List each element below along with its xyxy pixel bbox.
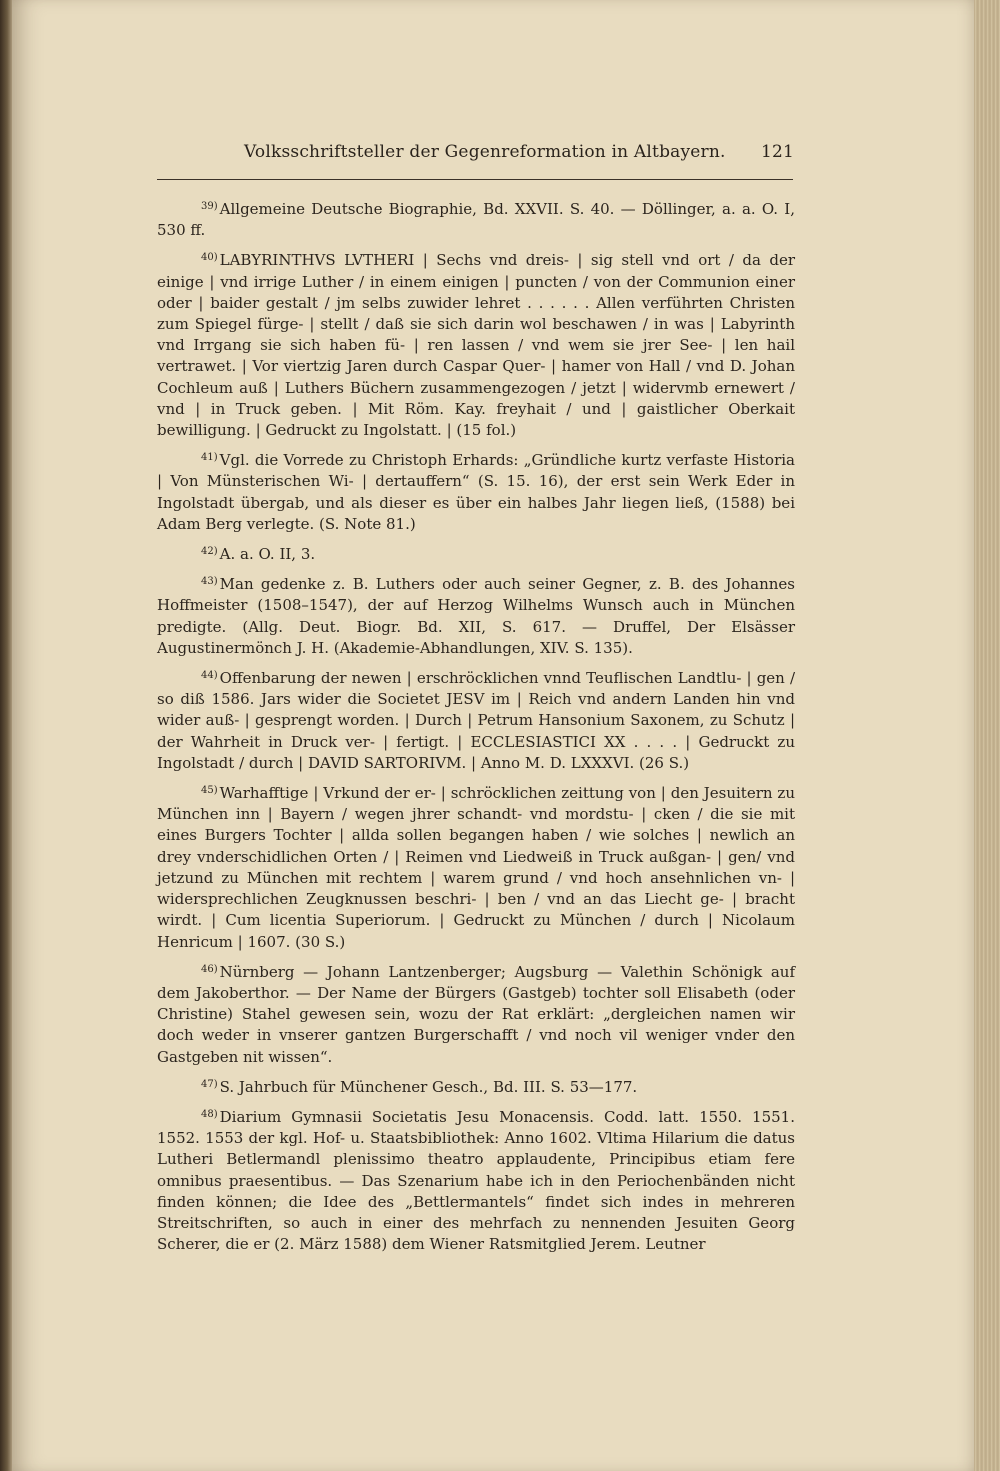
footnote-number: 44) [201, 670, 218, 682]
footnote-text: S. Jahrbuch für Münchener Gesch., Bd. III. S. 53—177. [219, 1077, 638, 1096]
footnote-number: 45) [201, 785, 218, 797]
footnote-47 [157, 1074, 795, 1098]
footnote-text: Offenbarung der newen | erschröcklichen vnnd Teuflischen Landtlu- | gen / so diß 1586. Jars wider die Societet JESV im | Reich vnd andern Landen hin vnd wider auß- | gesprengt worden. | Durch | Petrum Hansonium Saxonem, zu Schutz | der Wahrheit in Druck ver- | fertigt. | ECCLESIASTICI XX . . . . | Gedruckt zu Ingolstadt / durch | DAVID SARTORIVM. | Anno M. D. LXXXVI. (26 S.) [157, 669, 795, 772]
footnote-42 [157, 541, 795, 565]
footnote-45 [157, 780, 795, 953]
footnote-48 [157, 1104, 795, 1255]
footnote-number: 40) [201, 252, 218, 264]
footnote-number: 41) [201, 452, 218, 464]
footnote-text: Nürnberg — Johann Lantzenberger; Augsburg — Valethin Schönigk auf dem Jakoberthor. — Der Name der Bürgers (Gastgeb) tochter soll Elisabeth (oder Christine) Stahel gewesen sein, wozu der Rat erklärt: „dergleichen namen wir doch weder in vnserer gantzen Burgerschafft / vnd noch vil weniger vnder den Gastgeben nit wissen“. [157, 962, 795, 1066]
footnote-text: Diarium Gymnasii Societatis Jesu Monacensis. Codd. latt. 1550. 1551. 1552. 1553 der kgl. Hof- u. Staatsbibliothek: Anno 1602. Vltima Hilarium die datus Lutheri Betlermandl plenissimo theatro applaudente, Principibus etiam fere omnibus praesentibus. — Das Szenarium habe ich in den Periochenbänden nicht finden können; die Idee des „Bettlermantels“ findet sich indes in mehreren Streitschriften, so auch in einer des mehrfach zu nennenden Jesuiten Georg Scherer, die er (2. März 1588) dem Wiener Ratsmitglied Jerem. Leutner [157, 1107, 795, 1254]
footnote-46 [157, 959, 795, 1068]
footnote-43 [157, 571, 795, 659]
footnotes [157, 196, 795, 1261]
footnote-number: 43) [201, 576, 218, 588]
footnote-text: Warhafftige | Vrkund der er- | schröcklichen zeittung von | den Jesuitern zu München inn | Bayern / wegen jhrer schandt- vnd mordstu- | cken / die sie mit eines Burgers Tochter | allda sollen begangen haben / wie solches | newlich an drey vnderschidlichen Orten / | Reimen vnd Liedweiß in Truck außgan- | gen/ vnd jetzund zu München mit rechtem | warem grund / vnd hoch ansehnlichen vn- | widersprechlichen Zeugknussen beschri- | ben / vnd an das Liecht ge- | bracht wirdt. | Cum licentia Superiorum. | Gedruckt zu München / durch | Nicolaum Henricum | 1607. (30 S.) [157, 784, 795, 951]
footnote-text: A. a. O. II, 3. [219, 545, 316, 564]
book-spine-shadow [0, 0, 12, 1471]
footnote-number: 48) [201, 1108, 218, 1120]
running-title: Volksschriftsteller der Gegenreformation in Altbayern. [244, 142, 726, 162]
footnote-text: LABYRINTHVS LVTHERI | Sechs vnd dreis- | sig stell vnd ort / da der einige | vnd irrige Luther / in einem einigen | puncten / von der Communion einer oder | baider gestalt / jm selbs zuwider lehret . . . . . . Allen verführten Christen zum Spiegel fürge- | stellt / daß sie sich darin wol beschawen / in was | Labyrinth vnd Irrgang sie sich haben fü- | ren lassen / vnd wem sie jrer See- | len hail vertrawet. | Vor viertzig Jaren durch Caspar Quer- | hamer von Hall / vnd D. Johan Cochleum auß | Luthers Büchern zusammengezogen / jetzt | widervmb ernewert / vnd | in Truck geben. | Mit Röm. Kay. freyhait / und | gaistlicher Oberkait bewilligung. | Gedruckt zu Ingolstatt. | (15 fol.) [157, 251, 795, 440]
footnote-number: 47) [201, 1078, 218, 1090]
footnote-39 [157, 196, 795, 241]
footnote-number: 42) [201, 546, 218, 558]
book-page [12, 0, 974, 1471]
page-edges [972, 0, 1000, 1471]
footnote-text: Allgemeine Deutsche Biographie, Bd. XXVII. S. 40. — Döllinger, a. a. O. I, 530 ff. [157, 200, 795, 240]
footnote-number: 39) [201, 201, 218, 212]
footnote-text: Man gedenke z. B. Luthers oder auch seiner Gegner, z. B. des Johannes Hoffmeister (1508–1547), der auf Herzog Wilhelms Wunsch auch in München predigte. (Allg. Deut. Biogr. Bd. XII, S. 617. — Druffel, Der Elsässer Augustinermönch J. H. (Akademie-Abhandlungen, XIV. S. 135). [157, 575, 795, 657]
page-number: 121 [760, 142, 794, 162]
footnote-41 [157, 447, 795, 535]
header-rule [157, 179, 793, 180]
footnote-number: 46) [201, 963, 218, 975]
footnote-44 [157, 665, 795, 774]
footnote-40 [157, 247, 795, 441]
running-header [244, 142, 794, 176]
footnote-text: Vgl. die Vorrede zu Christoph Erhards: „Gründliche kurtz verfaste Historia | Von Münsterischen Wi- | dertauffern“ (S. 15. 16), der erst sein Werk Eder in Ingolstadt übergab, und als dieser es über ein halbes Jahr liegen ließ, (1588) bei Adam Berg verlegte. (S. Note 81.) [157, 451, 795, 533]
